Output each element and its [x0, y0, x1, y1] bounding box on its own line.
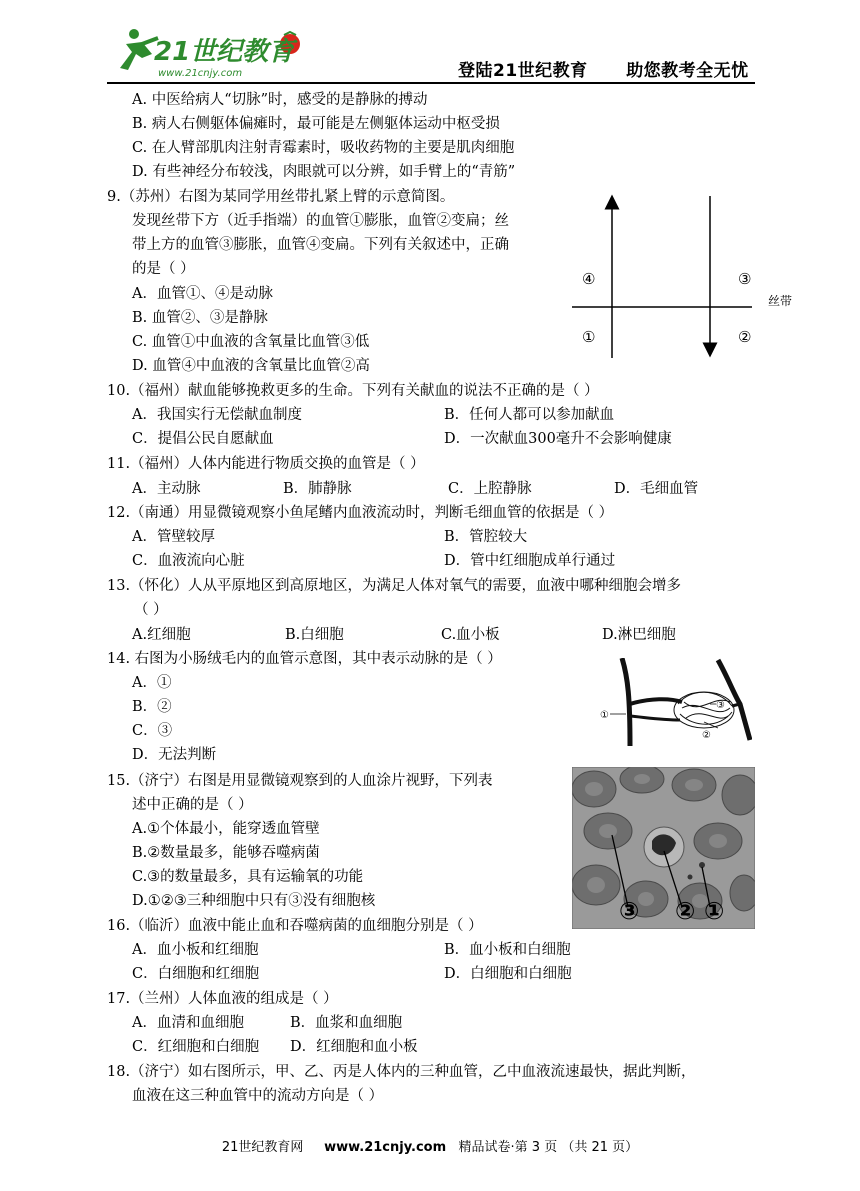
- q11-option-a: A．主动脉: [132, 481, 201, 497]
- label-vessel-2: ②: [702, 730, 711, 741]
- q16-option-a: A．血小板和红细胞: [132, 942, 259, 958]
- q17-option-b: B．血浆和血细胞: [290, 1015, 403, 1031]
- q17-option-d: D．红细胞和血小板: [290, 1039, 418, 1055]
- q15-label-2: ②: [675, 897, 696, 925]
- header-rule: [107, 82, 755, 84]
- q12-option-b: B．管腔较大: [444, 529, 528, 545]
- q9-stem-line4: 的是（ ）: [132, 261, 195, 277]
- q13-stem-line1: 13.（怀化）人从平原地区到高原地区，为满足人体对氧气的需要，血液中哪种细胞会增多: [107, 578, 682, 594]
- page-header: [0, 0, 860, 88]
- q15-stem-line2: 述中正确的是（ ）: [132, 797, 253, 813]
- q11-stem: 11.（福州）人体内能进行物质交换的血管是（ ）: [107, 456, 425, 472]
- label-vessel-2: ②: [738, 328, 752, 346]
- q14-option-c: C．③: [132, 723, 173, 739]
- q13-option-d: D.淋巴细胞: [602, 627, 676, 643]
- q13-stem-line2: （ ）: [134, 602, 168, 618]
- q14-villus-vessel-diagram: [600, 658, 752, 750]
- header-slogan-left: 登陆21世纪教育: [458, 61, 588, 81]
- q9-option-d: D. 血管④中血液的含氧量比血管②高: [132, 358, 370, 374]
- label-vessel-1: ①: [582, 328, 596, 346]
- q16-option-c: C．白细胞和红细胞: [132, 966, 260, 982]
- q8-option-c: C. 在人臂部肌肉注射青霉素时，吸收药物的主要是肌肉细胞: [132, 140, 515, 156]
- q11-option-b: B．肺静脉: [283, 481, 352, 497]
- q13-option-a: A.红细胞: [132, 627, 191, 643]
- q18-stem-line1: 18.（济宁）如右图所示，甲、乙、丙是人体内的三种血管，乙中血液流速最快，据此判断，: [107, 1064, 696, 1080]
- footer-site: 21世纪教育网: [221, 1140, 304, 1155]
- q15-option-c: C.③的数量最多，具有运输氧的功能: [132, 869, 364, 885]
- q12-option-a: A．管壁较厚: [132, 529, 215, 545]
- q11-option-d: D．毛细血管: [614, 481, 699, 497]
- q17-stem: 17.（兰州）人体血液的组成是（ ）: [107, 991, 338, 1007]
- q8-option-d: D. 有些神经分布较浅，肉眼就可以分辨，如手臂上的“青筋”: [132, 164, 516, 180]
- q10-option-b: B．任何人都可以参加献血: [444, 407, 615, 423]
- q15-option-b: B.②数量最多，能够吞噬病菌: [132, 845, 320, 861]
- q10-option-c: C．提倡公民自愿献血: [132, 431, 274, 447]
- q9-stem-line3: 带上方的血管③膨胀，血管④变扁。下列有关叙述中，正确: [132, 237, 509, 253]
- label-vessel-1: ①: [600, 710, 609, 721]
- q9-option-b: B. 血管②、③是静脉: [132, 310, 268, 326]
- q14-option-d: D．无法判断: [132, 747, 217, 763]
- q15-label-1: ①: [704, 897, 725, 925]
- q16-option-d: D．白细胞和白细胞: [444, 966, 572, 982]
- footer-page-number: 精品试卷·第 3 页 （共 21 页）: [458, 1140, 639, 1155]
- q16-option-b: B．血小板和白细胞: [444, 942, 571, 958]
- q10-stem: 10.（福州）献血能够挽救更多的生命。下列有关献血的说法不正确的是（ ）: [107, 383, 599, 399]
- q9-option-a: A．血管①、④是动脉: [132, 286, 273, 302]
- footer-url: www.21cnjy.com: [324, 1140, 447, 1155]
- q9-stem-line2: 发现丝带下方（近手指端）的血管①膨胀，血管②变扁；丝: [132, 213, 509, 229]
- page-footer: [0, 1136, 860, 1155]
- label-band: 丝带: [768, 294, 793, 308]
- q15-label-3: ③: [619, 897, 640, 925]
- q12-option-c: C．血液流向心脏: [132, 553, 245, 569]
- q15-option-a: A.①个体最小，能穿透血管壁: [132, 821, 320, 837]
- q15-blood-smear-image: [572, 767, 755, 929]
- q10-option-d: D．一次献血300毫升不会影响健康: [444, 431, 672, 447]
- q15-stem-line1: 15.（济宁）右图是用显微镜观察到的人血涂片视野，下列表: [107, 773, 493, 789]
- logo-url: www.21cnjy.com: [158, 68, 243, 79]
- q17-option-c: C．红细胞和白细胞: [132, 1039, 260, 1055]
- q18-stem-line2: 血液在这三种血管中的流动方向是（ ）: [132, 1088, 384, 1104]
- q14-option-b: B．②: [132, 699, 172, 715]
- site-logo: [112, 24, 302, 80]
- q14-stem: 14. 右图为小肠绒毛内的血管示意图，其中表示动脉的是（ ）: [107, 651, 502, 667]
- q8-option-b: B. 病人右侧躯体偏瘫时，最可能是左侧躯体运动中枢受损: [132, 116, 500, 132]
- q12-stem: 12.（南通）用显微镜观察小鱼尾鳍内血液流动时，判断毛细血管的依据是（ ）: [107, 505, 614, 521]
- q9-stem-line1: 9.（苏州）右图为某同学用丝带扎紧上臂的示意简图。: [107, 189, 455, 205]
- q9-arm-band-diagram: [568, 192, 800, 362]
- header-slogan: [458, 56, 749, 81]
- q11-option-c: C．上腔静脉: [448, 481, 532, 497]
- q9-option-c: C. 血管①中血液的含氧量比血管③低: [132, 334, 370, 350]
- label-vessel-3: ③: [716, 700, 725, 711]
- label-vessel-4: ④: [582, 270, 596, 288]
- header-slogan-right: 助您教考全无忧: [626, 61, 749, 81]
- q15-option-d: D.①②③三种细胞中只有③没有细胞核: [132, 893, 376, 909]
- logo-text: 21世纪教育: [154, 37, 295, 67]
- q13-option-b: B.白细胞: [285, 627, 344, 643]
- q12-option-d: D．管中红细胞成单行通过: [444, 553, 616, 569]
- q17-option-a: A．血清和血细胞: [132, 1015, 244, 1031]
- q8-option-a: A. 中医给病人“切脉”时，感受的是静脉的搏动: [132, 92, 428, 108]
- q14-option-a: A．①: [132, 675, 172, 691]
- label-vessel-3: ③: [738, 270, 752, 288]
- q10-option-a: A．我国实行无偿献血制度: [132, 407, 302, 423]
- q13-option-c: C.血小板: [441, 627, 500, 643]
- q16-stem: 16.（临沂）血液中能止血和吞噬病菌的血细胞分别是（ ）: [107, 918, 483, 934]
